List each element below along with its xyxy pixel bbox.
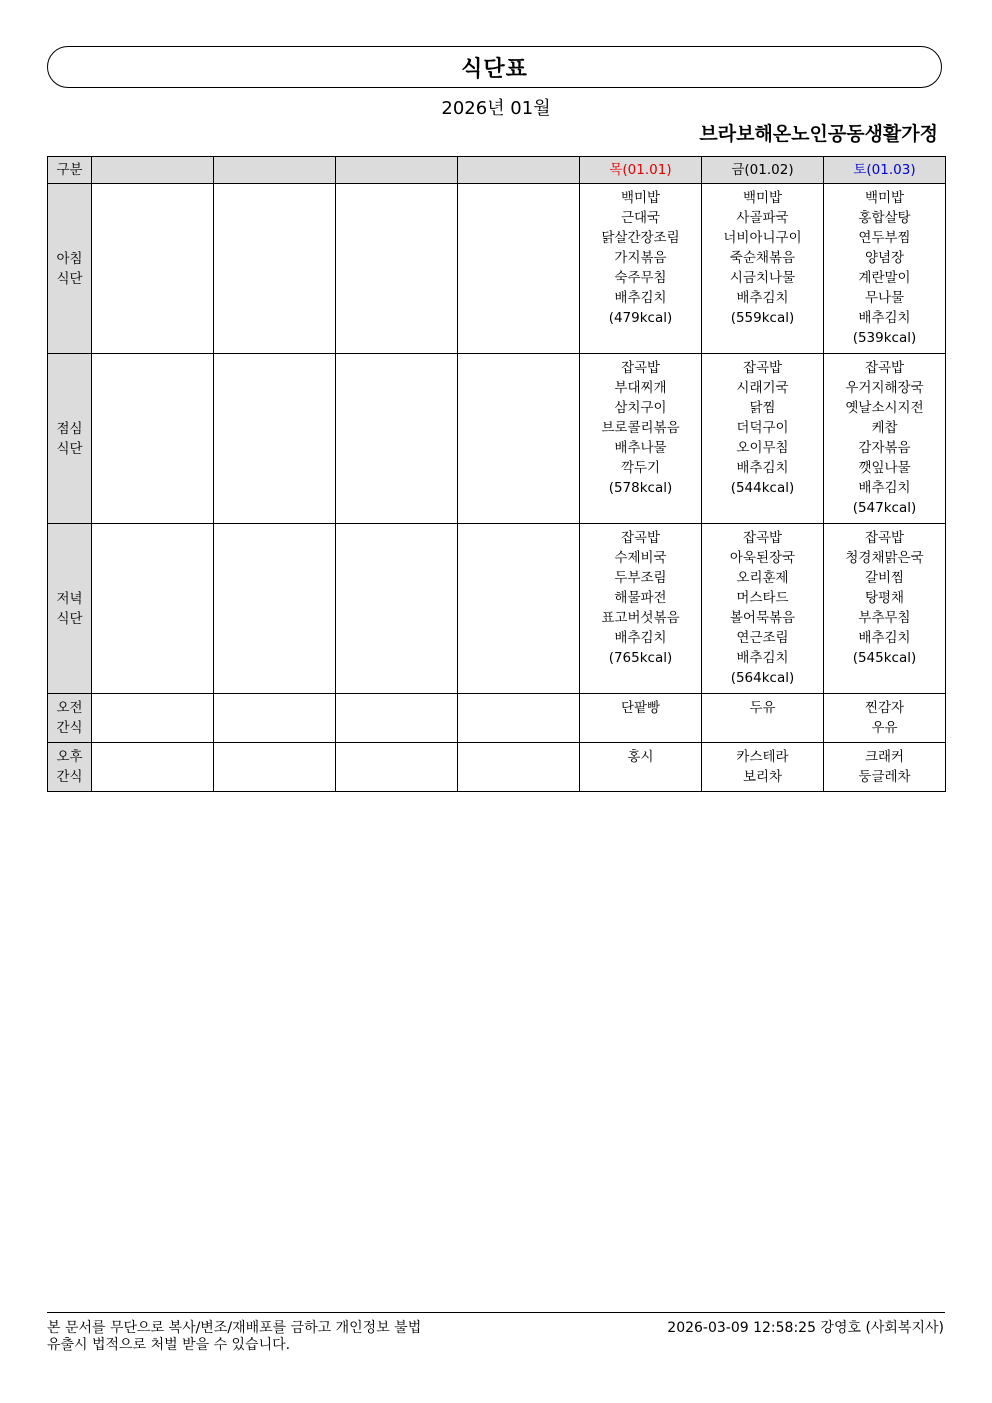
menu-item: 백미밥: [620, 190, 661, 206]
menu-item: (479kcal): [608, 310, 673, 326]
menu-cell: [214, 743, 336, 792]
menu-item: 감자볶음: [858, 440, 911, 456]
menu-item: 배추김치: [858, 310, 911, 326]
menu-cell: [214, 184, 336, 354]
menu-item: 아욱된장국: [729, 550, 796, 566]
meal-label-line: 식단: [56, 270, 83, 287]
menu-item: 홍시: [627, 749, 654, 765]
menu-item: 죽순채볶음: [729, 250, 796, 266]
menu-item: (578kcal): [608, 480, 673, 496]
meal-label-line: 식단: [56, 440, 83, 457]
menu-item: 배추김치: [858, 630, 911, 646]
menu-item: 청경채맑은국: [845, 550, 924, 566]
day-header: [92, 157, 214, 184]
menu-item: 배추김치: [614, 290, 667, 306]
meal-label-line: 간식: [56, 720, 83, 736]
menu-cell: [92, 524, 214, 694]
menu-cell: [824, 524, 946, 694]
menu-cell: [580, 184, 702, 354]
menu-item: 백미밥: [742, 190, 783, 206]
menu-cell: [92, 743, 214, 792]
meal-label-line: 오전: [56, 700, 83, 716]
menu-cell: [702, 184, 824, 354]
menu-item: 단팥빵: [620, 700, 661, 716]
menu-item: 배추김치: [736, 650, 789, 666]
menu-cell: [702, 524, 824, 694]
menu-item: 삼치구이: [614, 400, 667, 416]
day-header-sat: 토(01.03): [824, 157, 946, 184]
menu-item: 잡곡밥: [864, 530, 905, 546]
meal-label-line: 저녁: [56, 590, 83, 607]
day-header: [336, 157, 458, 184]
menu-item: 잡곡밥: [742, 360, 783, 376]
menu-item: 배추김치: [614, 630, 667, 646]
menu-item: 배추김치: [858, 480, 911, 496]
menu-item: 찐감자: [864, 700, 905, 716]
menu-item: 브로콜리볶음: [601, 420, 680, 436]
day-header: [214, 157, 336, 184]
menu-item: 시래기국: [736, 380, 789, 396]
menu-item: 카스테라: [736, 749, 789, 765]
footer-printed: 2026-03-09 12:58:25 강영호 (사회복지사): [667, 1320, 944, 1336]
menu-cell: [458, 743, 580, 792]
menu-item: 갈비찜: [864, 570, 905, 586]
menu-cell: [824, 743, 946, 792]
menu-item: 닭살간장조림: [601, 230, 680, 246]
menu-cell: [824, 354, 946, 524]
menu-item: (545kcal): [852, 650, 917, 666]
menu-item: 연두부찜: [858, 230, 911, 246]
title-box: [47, 46, 942, 88]
menu-item: 크래커: [864, 749, 905, 765]
meal-label-line: 간식: [56, 769, 83, 785]
menu-cell: [580, 524, 702, 694]
menu-item: 배추김치: [736, 460, 789, 476]
menu-item: 오리훈제: [736, 570, 789, 586]
menu-cell: [580, 354, 702, 524]
menu-item: 잡곡밥: [620, 530, 661, 546]
menu-cell: [580, 743, 702, 792]
menu-item: 닭찜: [749, 400, 776, 416]
menu-item: (544kcal): [730, 480, 795, 496]
menu-item: 머스타드: [736, 590, 789, 606]
menu-item: 계란말이: [858, 270, 911, 286]
facility-name: 브라보해온노인공동생활가정: [699, 123, 938, 145]
menu-item: 수제비국: [614, 550, 667, 566]
menu-item: 잡곡밥: [742, 530, 783, 546]
menu-cell: [92, 694, 214, 743]
menu-item: 두부조림: [614, 570, 667, 586]
footer-divider: [47, 1312, 945, 1313]
menu-cell: [336, 524, 458, 694]
menu-item: 깻잎나물: [858, 460, 911, 476]
meal-row-dinner: [48, 524, 946, 694]
meal-label-line: 식단: [56, 610, 83, 627]
menu-item: 탕평채: [864, 590, 905, 606]
menu-item: 우거지해장국: [845, 380, 924, 396]
meal-row-morning-snack: [48, 694, 946, 743]
meal-label-line: 오후: [56, 749, 83, 765]
menu-item: 깍두기: [620, 460, 661, 476]
menu-item: 우유: [871, 720, 898, 736]
menu-item: 부대찌개: [614, 380, 667, 396]
menu-item: 옛날소시지전: [845, 400, 924, 416]
menu-cell: [336, 694, 458, 743]
menu-item: 볼어묵볶음: [729, 610, 796, 626]
menu-item: 무나물: [864, 290, 905, 306]
menu-item: 숙주무침: [614, 270, 667, 286]
menu-cell: [336, 184, 458, 354]
meal-label-line: 점심: [56, 420, 83, 437]
header-row: [48, 157, 946, 184]
page-title: 식단표: [461, 56, 528, 82]
menu-cell: [214, 524, 336, 694]
menu-cell: [458, 354, 580, 524]
menu-item: 백미밥: [864, 190, 905, 206]
menu-item: 케찹: [871, 420, 898, 436]
menu-item: 두유: [749, 700, 776, 716]
menu-item: 시금치나물: [729, 270, 796, 286]
menu-cell: [702, 743, 824, 792]
menu-item: 잡곡밥: [864, 360, 905, 376]
menu-item: 부추무침: [858, 610, 911, 626]
footer-notice-line: 본 문서를 무단으로 복사/변조/재배포를 금하고 개인정보 불법: [47, 1320, 422, 1336]
menu-item: 둥글레차: [858, 769, 911, 785]
menu-item: 너비아니구이: [723, 230, 802, 246]
menu-cell: [458, 524, 580, 694]
meal-row-afternoon-snack: [48, 743, 946, 792]
menu-item: 연근조림: [736, 630, 789, 646]
meal-label: [48, 184, 92, 354]
menu-cell: [336, 743, 458, 792]
day-header-fri: 금(01.02): [702, 157, 824, 184]
menu-item: 홍합살탕: [858, 210, 911, 226]
menu-item: 더덕구이: [736, 420, 789, 436]
menu-cell: [458, 184, 580, 354]
day-header-thu: 목(01.01): [580, 157, 702, 184]
footer-notice: [47, 1320, 421, 1354]
menu-item: 보리차: [742, 769, 783, 785]
menu-table: [47, 156, 946, 792]
meal-label: [48, 524, 92, 694]
menu-cell: [702, 354, 824, 524]
day-header: [458, 157, 580, 184]
meal-row-lunch: [48, 354, 946, 524]
menu-item: (547kcal): [852, 500, 917, 516]
meal-label: [48, 354, 92, 524]
menu-cell: [458, 694, 580, 743]
menu-item: 배추김치: [736, 290, 789, 306]
menu-item: 해물파전: [614, 590, 667, 606]
meal-label: [48, 743, 92, 792]
menu-item: (539kcal): [852, 330, 917, 346]
menu-cell: [214, 694, 336, 743]
footer-notice-line: 유출시 법적으로 처벌 받을 수 있습니다.: [47, 1337, 291, 1353]
menu-item: 배추나물: [614, 440, 667, 456]
menu-cell: [824, 184, 946, 354]
header-label: 구분: [48, 157, 92, 184]
meal-label-line: 아침: [56, 250, 83, 267]
menu-cell: [92, 354, 214, 524]
menu-item: (564kcal): [730, 670, 795, 686]
menu-cell: [702, 694, 824, 743]
menu-item: 표고버섯볶음: [601, 610, 680, 626]
menu-cell: [336, 354, 458, 524]
meal-label: [48, 694, 92, 743]
menu-item: 잡곡밥: [620, 360, 661, 376]
menu-item: (765kcal): [608, 650, 673, 666]
month-label: 2026년 01월: [441, 98, 551, 119]
menu-cell: [824, 694, 946, 743]
menu-cell: [214, 354, 336, 524]
menu-item: 양념장: [864, 250, 905, 266]
menu-item: 가지볶음: [614, 250, 667, 266]
menu-cell: [92, 184, 214, 354]
menu-item: (559kcal): [730, 310, 795, 326]
menu-item: 근대국: [620, 210, 661, 226]
menu-item: 사골파국: [736, 210, 789, 226]
meal-row-breakfast: [48, 184, 946, 354]
menu-cell: [580, 694, 702, 743]
menu-item: 오이무침: [736, 440, 789, 456]
